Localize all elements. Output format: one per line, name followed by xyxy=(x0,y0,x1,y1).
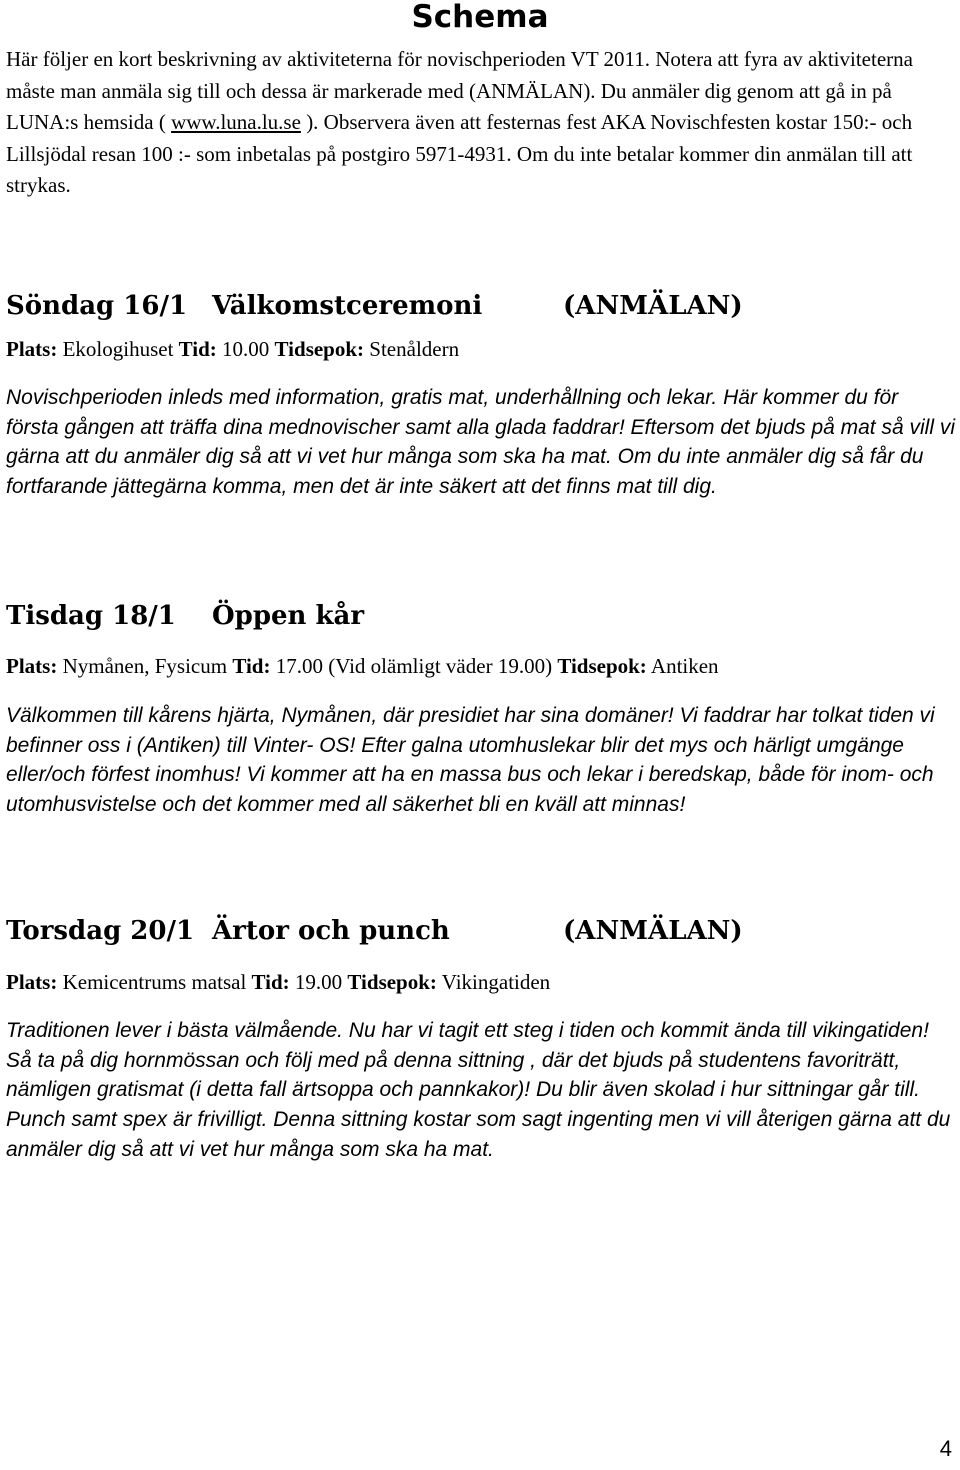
event-description-tisdag: Välkommen till kårens hjärta, Nymånen, där presidiet har sina domäner! Vi faddrar har tolkat tiden vi befinner oss i (Antiken) till Vinter- OS! Efter galna utomhuslekar blir det mys och härligt umgänge eller/och förfest inomhus! Vi kommer att ha en massa bus och lekar i beredskap, både för inom- och utomhusvistelse och det kommer med all säkerhet bli en kväll att minnas! xyxy=(6,704,935,817)
event-details-torsdag xyxy=(6,968,954,996)
time-label: Tid: xyxy=(178,337,217,361)
era-label: Tidsepok: xyxy=(347,970,437,994)
time-value: 10.00 xyxy=(222,337,270,361)
era-label: Tidsepok: xyxy=(557,654,647,678)
event-description-torsdag: Traditionen lever i bästa välmående. Nu har vi tagit ett steg i tiden och kommit ända till vikingatiden! Så ta på dig hornmössan och följ med på denna sittning , där det bjuds på studentens favoriträtt, nämligen gratismat (i detta fall ärtsoppa och pannkakor)! Du blir även skolad i hur sittningar går till. Punch samt spex är frivilligt. Denna sittning kostar som sagt ingenting men vi vill återigen gärna att du anmäler dig så att vi vet hur många som ska ha mat. xyxy=(6,1019,951,1161)
place-label: Plats: xyxy=(6,970,58,994)
time-value: 19.00 xyxy=(294,970,343,994)
event-date: Tisdag 18/1 xyxy=(6,601,176,631)
page-number: 4 xyxy=(939,1436,952,1461)
signup-badge: (ANMÄLAN) xyxy=(563,916,743,946)
era-value: Vikingatiden xyxy=(441,970,551,994)
event-heading-tisdag xyxy=(6,598,954,634)
event-name: Ärtor och punch xyxy=(212,916,450,946)
event-details-sondag xyxy=(6,335,954,363)
event-heading-sondag xyxy=(6,288,954,324)
intro-text-continued: ). Observera även att festernas fest AKA Novischfesten kostar 150:- och Lillsjödal resan 100 :- som inbetalas på postgiro 5971-4931. Om du inte betalar kommer din anmälan till att strykas. xyxy=(6,110,913,197)
intro-paragraph xyxy=(6,44,954,202)
place-label: Plats: xyxy=(6,337,58,361)
time-label: Tid: xyxy=(232,654,271,678)
event-description-sondag: Novischperioden inleds med information, gratis mat, underhållning och lekar. Här kommer du för första gången att träffa dina mednovischer samt alla glada faddrar! Eftersom det bjuds på mat så vill vi gärna att du anmäler dig så att vi vet hur många som ska ha mat. Om du inte anmäler dig så får du fortfarande jättegärna komma, men det är inte säkert att det finns mat till dig. xyxy=(6,386,955,499)
place-value: Ekologihuset xyxy=(62,337,174,361)
place-value: Kemicentrums matsal xyxy=(62,970,247,994)
event-name: Välkomstceremoni xyxy=(212,291,483,321)
era-value: Antiken xyxy=(650,654,719,678)
signup-badge: (ANMÄLAN) xyxy=(563,291,743,321)
era-value: Stenåldern xyxy=(369,337,460,361)
event-date: Söndag 16/1 xyxy=(6,291,188,321)
event-name: Öppen kår xyxy=(212,601,365,631)
time-label: Tid: xyxy=(251,970,290,994)
era-label: Tidsepok: xyxy=(274,337,365,361)
place-value: Nymånen, Fysicum xyxy=(62,654,228,678)
time-value: 17.00 (Vid olämligt väder 19.00) xyxy=(275,654,553,678)
event-date: Torsdag 20/1 xyxy=(6,916,195,946)
event-details-tisdag xyxy=(6,652,954,680)
intro-text: Här följer en kort beskrivning av aktiviteterna för novischperioden VT 2011. Notera att fyra av aktiviteterna måste man anmäla sig till och dessa är markerade med (ANMÄLAN). Du anmäler dig genom att gå in på LUNA:s hemsida ( xyxy=(6,47,913,134)
luna-website-link[interactable]: www.luna.lu.se xyxy=(171,110,301,134)
page-title: Schema xyxy=(411,0,549,35)
event-heading-torsdag xyxy=(6,913,954,949)
place-label: Plats: xyxy=(6,654,58,678)
